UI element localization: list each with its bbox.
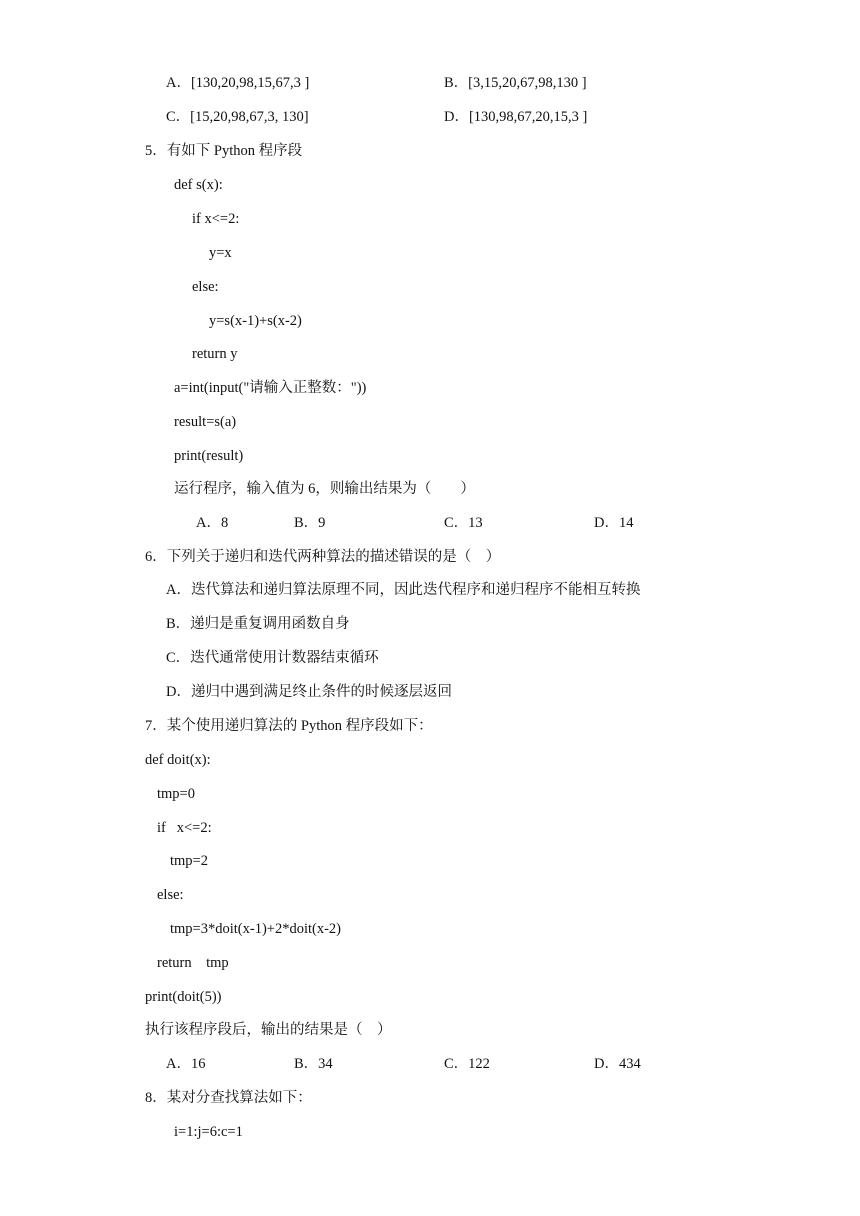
q5-question: 运行程序，输入值为 6，则输出结果为（ ） (174, 481, 475, 497)
q7-option-d: D．434 (594, 1056, 641, 1072)
q5-code-line: result=s(a) (174, 414, 237, 430)
q7-code-line: tmp=3*doit(x-1)+2*doit(x-2) (170, 921, 341, 937)
q5-code-line: def s(x): (174, 177, 223, 193)
q8-stem: 8．某对分查找算法如下： (145, 1090, 312, 1106)
q5-stem: 5．有如下 Python 程序段 (145, 143, 303, 159)
q5-code-line: if x<=2: (192, 211, 240, 227)
q7-code-line: else: (157, 887, 184, 903)
q8-code-line: i=1:j=6:c=1 (174, 1124, 243, 1140)
q4-option-a: A．[130,20,98,15,67,3 ] (166, 75, 310, 91)
q5-code-line: y=x (209, 245, 232, 261)
q4-option-b: B．[3,15,20,67,98,130 ] (444, 75, 587, 91)
q7-code-line: if x<=2: (157, 820, 212, 836)
q5-code-line: print(result) (174, 448, 244, 464)
q7-option-a: A．16 (166, 1056, 206, 1072)
q5-code-line: return y (192, 346, 238, 362)
q7-option-b: B．34 (294, 1056, 333, 1072)
q6-option-d: D．递归中遇到满足终止条件的时候逐层返回 (166, 684, 452, 700)
q5-option-a: A．8 (196, 515, 229, 531)
q5-option-c: C．13 (444, 515, 483, 531)
q7-code-line: tmp=0 (157, 786, 195, 802)
q7-stem: 7．某个使用递归算法的 Python 程序段如下： (145, 718, 433, 734)
q6-option-b: B．递归是重复调用函数自身 (166, 616, 350, 632)
q5-code-line: a=int(input("请输入正整数：")) (174, 380, 367, 396)
q7-code-line: def doit(x): (145, 752, 211, 768)
q6-option-a: A．迭代算法和递归算法原理不同，因此迭代程序和递归程序不能相互转换 (166, 582, 641, 598)
q7-code-line: return tmp (157, 955, 229, 971)
q7-code-line: print(doit(5)) (145, 989, 222, 1005)
q7-option-c: C．122 (444, 1056, 490, 1072)
q7-code-line: tmp=2 (170, 853, 208, 869)
q5-code-line: else: (192, 279, 219, 295)
q6-stem: 6．下列关于递归和迭代两种算法的描述错误的是（ ） (145, 549, 501, 565)
q6-option-c: C．迭代通常使用计数器结束循环 (166, 650, 379, 666)
q7-question: 执行该程序段后，输出的结果是（ ） (145, 1022, 392, 1038)
q4-option-c: C．[15,20,98,67,3, 130] (166, 109, 309, 125)
q5-code-line: y=s(x-1)+s(x-2) (209, 313, 302, 329)
q5-option-b: B．9 (294, 515, 326, 531)
q5-option-d: D．14 (594, 515, 634, 531)
q4-option-d: D．[130,98,67,20,15,3 ] (444, 109, 588, 125)
